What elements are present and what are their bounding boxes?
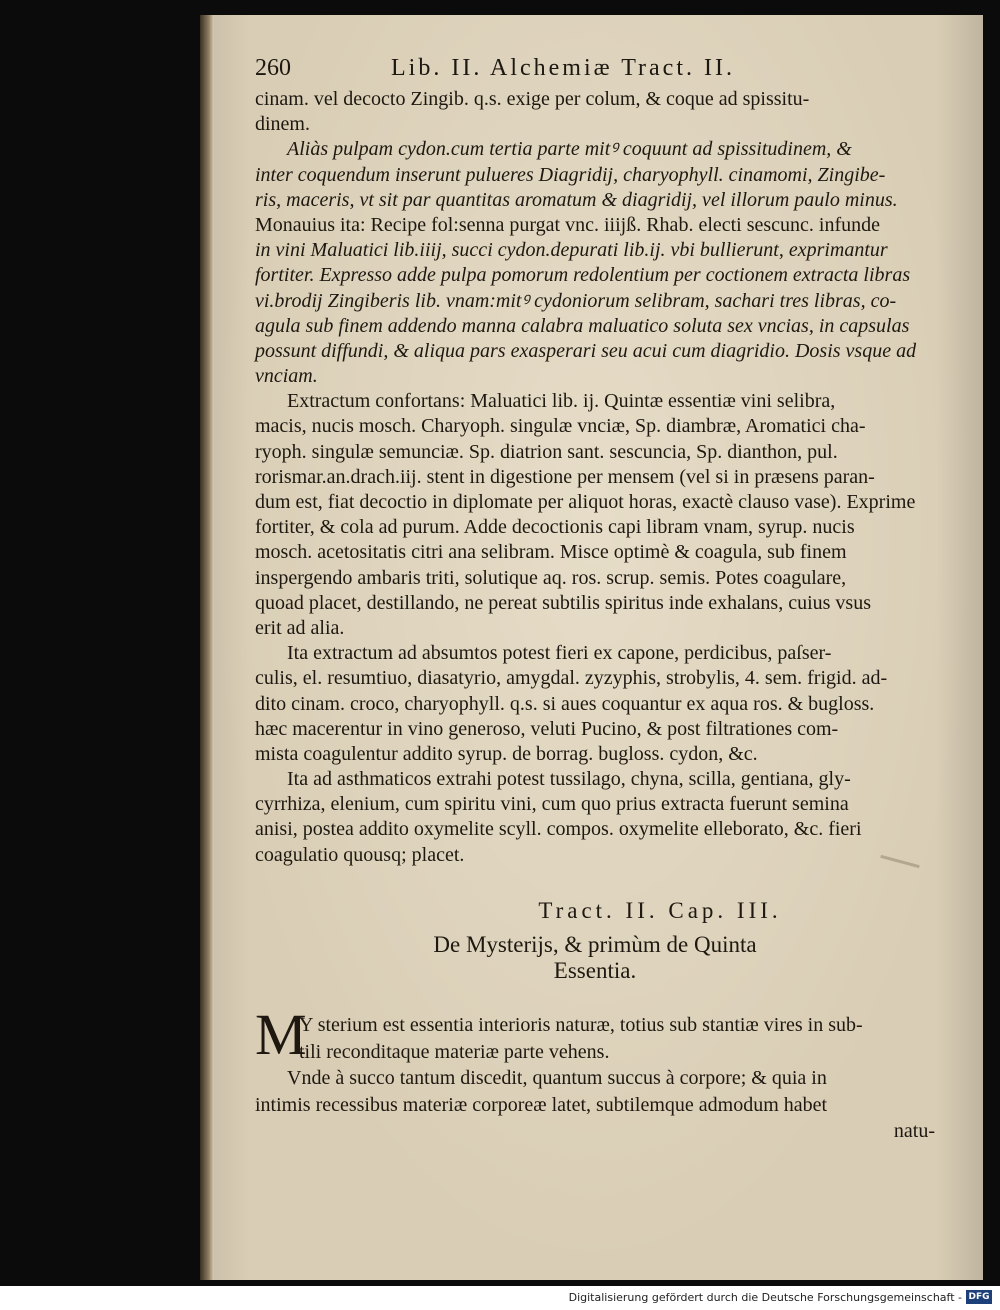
text-line: dinem.: [255, 113, 310, 136]
drop-capital: M: [255, 1002, 307, 1067]
text-line: Ita ad asthmaticos extrahi potest tussilago, chyna, scilla, gentiana, gly-: [287, 768, 851, 791]
text-line: inspergendo ambaris triti, solutique aq. ros. scrup. semis. Potes coagulare,: [255, 566, 847, 589]
text-line: Y sterium est essentia interioris naturæ, totius sub stantiæ vires in sub-: [299, 1014, 863, 1036]
text-line: erit ad alia.: [255, 616, 345, 639]
text-line: ris, maceris, vt sit par quantitas aromatum & diagridij, vel illorum paulo minus.: [255, 188, 898, 211]
text-line: quoad placet, destillando, ne pereat subtilis spiritus inde exhalans, cuius vsus: [255, 591, 871, 614]
text-line: Aliàs pulpam cydon.cum tertia parte mitꝰ coquunt ad spissitudinem, &: [287, 138, 852, 161]
catchword: natu-: [893, 1120, 935, 1142]
text-line: anisi, postea addito oxymelite scyll. compos. oxymelite elleborato, &c. fieri: [255, 818, 862, 841]
chapter-title: Tract. II. Cap. III.: [538, 898, 782, 923]
text-line: agula sub finem addendo manna calabra maluatico soluta sex vncias, in capsulas: [255, 314, 910, 337]
footer-credit: Digitalisierung gefördert durch die Deutsche Forschungsgemeinschaft -: [568, 1291, 962, 1304]
chapter-heading: [255, 898, 935, 984]
text-line: hæc macerentur in vino generoso, veluti Pucino, & post filtrationes com-: [255, 717, 839, 740]
text-line: cinam. vel decocto Zingib. q.s. exige per colum, & coque ad spissitu-: [255, 88, 810, 110]
dfg-logo: DFG: [966, 1290, 992, 1304]
main-text: [255, 87, 935, 868]
chapter-subtitle-line-1: De Mysterijs, & primùm de Quinta: [433, 932, 757, 957]
running-title: Lib. II. Alchemiæ Tract. II.: [391, 55, 735, 81]
text-line: coagulatio quousq; placet.: [255, 843, 465, 866]
text-line: fortiter, & cola ad purum. Adde decoctionis capi libram vnam, syrup. nucis: [255, 516, 855, 539]
text-line: Extractum confortans: Maluatici lib. ij. Quintæ essentiæ vini selibra,: [287, 390, 836, 413]
page-spine: [200, 15, 214, 1280]
text-line: fortiter. Expresso adde pulpa pomorum redolentium per coctionem extracta libras: [255, 264, 911, 287]
page-header: [255, 55, 955, 85]
chapter-subtitle-line-2: Essentia.: [553, 958, 637, 983]
text-line: in vini Maluatici lib.iiij, succi cydon.depurati lib.ij. vbi bullierunt, exprimantur: [255, 239, 888, 262]
folio-number: 260: [255, 55, 291, 81]
text-line: vi.brodij Zingiberis lib. vnam:mitꝰ cydoniorum selibram, sachari tres libras, co-: [255, 289, 897, 312]
text-line: rorismar.an.drach.iij. stent in digestione per mensem (vel si in præsens paran-: [255, 465, 875, 488]
text-line: cyrrhiza, elenium, cum spiritu vini, cum quo prius extracta fuerunt semina: [255, 793, 849, 816]
text-line: dum est, fiat decoctio in diplomate per aliquot horas, exactè clauso vase). Exprime: [255, 491, 916, 513]
text-line: mosch. acetositatis citri ana selibram. Misce optimè & coagula, sub finem: [255, 541, 847, 564]
text-line: Monauius ita: Recipe fol:senna purgat vnc. iiijß. Rhab. electi sescunc. infunde: [255, 213, 881, 236]
text-line: Vnde à succo tantum discedit, quantum succus à corpore; & quia in: [287, 1067, 827, 1089]
text-line: inter coquendum inserunt pulueres Diagridij, charyophyll. cinamomi, Zingibe-: [255, 163, 886, 186]
text-line: possunt diffundi, & aliqua pars exasperari seu acui cum diagridio. Dosis vsque ad: [255, 339, 917, 362]
text-line: vnciam.: [255, 365, 318, 388]
digitization-footer: [0, 1286, 1000, 1310]
chapter-body: [255, 1002, 935, 1145]
text-line: tili reconditaque materiæ parte vehens.: [299, 1040, 610, 1063]
text-line: mista coagulentur addito syrup. de borrag. bugloss. cydon, &c.: [255, 742, 758, 765]
text-line: intimis recessibus materiæ corporeæ latet, subtilemque admodum habet: [255, 1093, 828, 1116]
text-line: culis, el. resumtiuo, diasatyrio, amygdal. zyzyphis, strobylis, 4. sem. frigid. ad-: [255, 667, 888, 690]
text-line: macis, nucis mosch. Charyoph. singulæ vnciæ, Sp. diambræ, Aromatici cha-: [255, 415, 866, 438]
text-line: dito cinam. croco, charyophyll. q.s. si aues coquantur ex aqua ros. & bugloss.: [255, 692, 875, 715]
text-line: Ita extractum ad absumtos potest fieri ex capone, perdicibus, paſser-: [287, 642, 832, 665]
text-line: ryoph. singulæ semunciæ. Sp. diatrion sant. sescuncia, Sp. dianthon, pul.: [255, 440, 838, 463]
